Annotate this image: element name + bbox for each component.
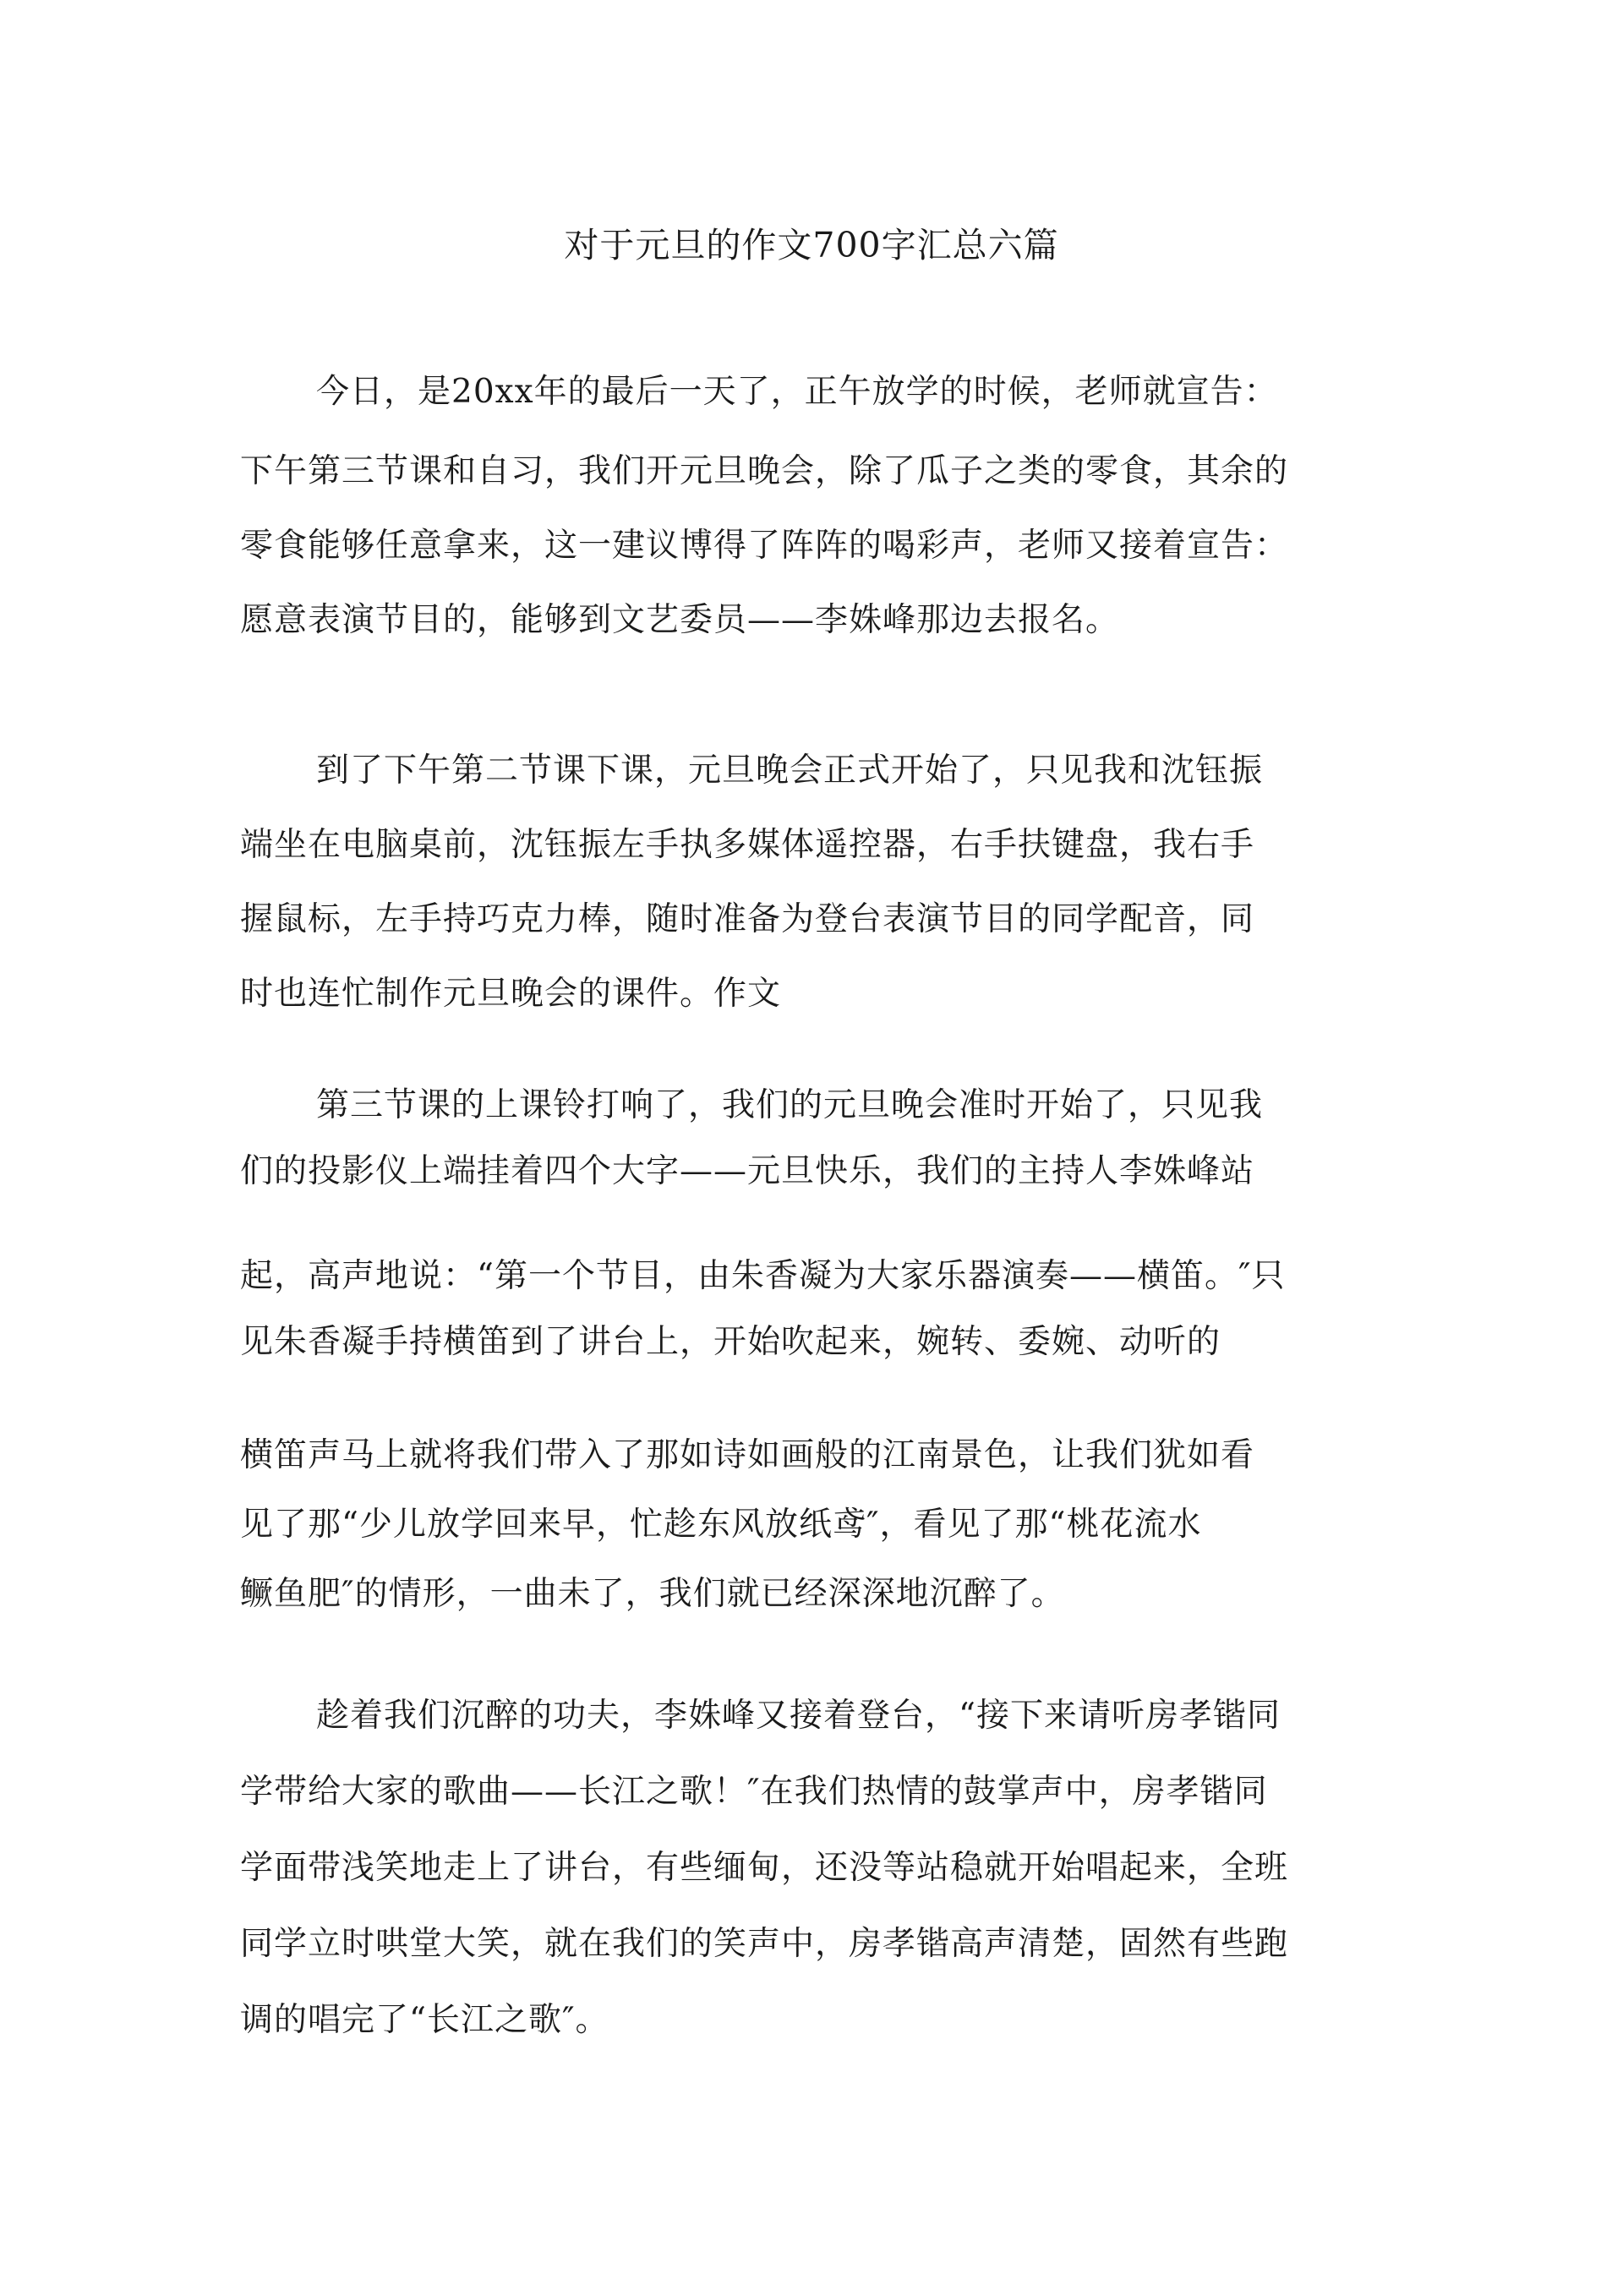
paragraph-4-line-3: 学面带浅笑地走上了讲台，有些缅甸，还没等站稳就开始唱起来，全班 (240, 1849, 1289, 1887)
document-title: 对于元旦的作文700字汇总六篇 (564, 225, 1059, 265)
paragraph-3-line-7: 鳜鱼肥″的情形，一曲未了，我们就已经深深地沉醉了。 (240, 1575, 1065, 1613)
paragraph-1-line-3: 零食能够任意拿来，这一建议博得了阵阵的喝彩声，老师又接着宣告： (240, 527, 1289, 565)
paragraph-4-line-2: 学带给大家的歌曲——长江之歌！″在我们热情的鼓掌声中，房孝锴同 (240, 1773, 1268, 1811)
paragraph-2-line-1: 到了下午第二节课下课，元旦晚会正式开始了，只见我和沈钰振 (316, 752, 1264, 790)
paragraph-3-line-5: 横笛声马上就将我们带入了那如诗如画般的江南景色，让我们犹如看 (240, 1436, 1255, 1474)
paragraph-1-line-1: 今日，是20xx年的最后一天了，正午放学的时候，老师就宣告： (316, 373, 1278, 411)
paragraph-4-line-5: 调的唱完了“长江之歌″。 (240, 2001, 609, 2039)
paragraph-3-line-6: 见了那“少儿放学回来早，忙趁东风放纸鸢″，看见了那“桃花流水 (240, 1506, 1202, 1544)
paragraph-3-line-2: 们的投影仪上端挂着四个大字——元旦快乐，我们的主持人李姝峰站 (240, 1152, 1255, 1190)
paragraph-2-line-3: 握鼠标，左手持巧克力棒，随时准备为登台表演节目的同学配音，同 (240, 900, 1255, 938)
paragraph-2-line-4: 时也连忙制作元旦晚会的课件。作文 (240, 975, 782, 1013)
paragraph-1-line-4: 愿意表演节目的，能够到文艺委员——李姝峰那边去报名。 (240, 601, 1120, 639)
paragraph-4-line-1: 趁着我们沉醉的功夫，李姝峰又接着登台，“接下来请听房孝锴同 (316, 1697, 1281, 1735)
paragraph-3-line-3: 起，高声地说：“第一个节目，由朱香凝为大家乐器演奏——横笛。″只 (240, 1257, 1286, 1295)
paragraph-3-line-4: 见朱香凝手持横笛到了讲台上，开始吹起来，婉转、委婉、动听的 (240, 1323, 1221, 1361)
paragraph-2-line-2: 端坐在电脑桌前，沈钰振左手执多媒体遥控器，右手扶键盘，我右手 (240, 826, 1255, 864)
paragraph-3-line-1: 第三节课的上课铃打响了，我们的元旦晚会准时开始了，只见我 (316, 1086, 1264, 1124)
paragraph-4-line-4: 同学立时哄堂大笑，就在我们的笑声中，房孝锴高声清楚，固然有些跑 (240, 1925, 1289, 1963)
paragraph-1-line-2: 下午第三节课和自习，我们开元旦晚会，除了瓜子之类的零食，其余的 (240, 452, 1289, 490)
